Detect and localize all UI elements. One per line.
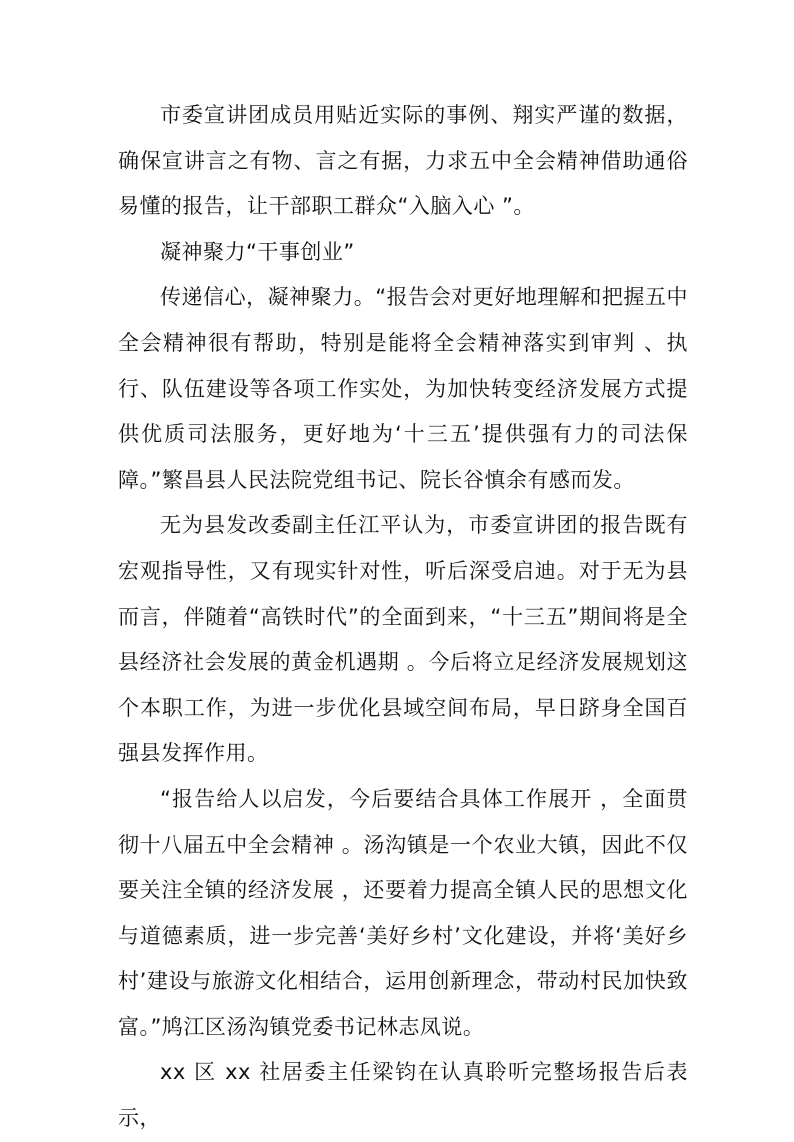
paragraph-tanggou-town: “报告给人以启发，今后要结合具体工作展开 ，全面贯彻十八届五中全会精神 。汤沟镇是一个农业大镇，因此不仅要关注全镇的经济发展 ，还要着力提高全镇人民的思想文化与道德素质，进一步完善‘美好乡村’文化建设，并将‘美好乡村’建设与旅游文化相结合，运用创新理念，带动村民加快致富。”鸠江区汤沟镇党委书记林志凤说。 bbox=[118, 786, 688, 1039]
paragraph-intro: 市委宣讲团成员用贴近实际的事例、翔实严谨的数据，确保宣讲言之有物、言之有据，力求五中全会精神借助通俗易懂的报告，让干部职工群众“入脑入心 ”。 bbox=[118, 103, 688, 219]
paragraph-wuwei-county: 无为县发改委副主任江平认为，市委宣讲团的报告既有宏观指导性，又有现实针对性，听后深受启迪。对于无为县而言，伴随着“高铁时代”的全面到来，“十三五”期间将是全县经济社会发展的黄金机遇期 。今后将立足经济发展规划这个本职工作，为进一步优化县域空间布局，早日跻身全国百强县发挥作用。 bbox=[118, 513, 688, 766]
paragraph-court-president: 传递信心，凝神聚力。“报告会对更好地理解和把握五中全会精神很有帮助，特别是能将全会精神落实到审判 、执行、队伍建设等各项工作实处，为加快转变经济发展方式提供优质司法服务，更好地为‘十三五’提供强有力的司法保障。”繁昌县人民法院党组书记、院长谷慎余有感而发。 bbox=[118, 285, 688, 492]
paragraph-community-director: xx 区 xx 社居委主任梁钧在认真聆听完整场报告后表示， bbox=[118, 1060, 688, 1131]
document-body bbox=[118, 93, 688, 1142]
section-heading: 凝神聚力“干事创业” bbox=[160, 239, 355, 264]
